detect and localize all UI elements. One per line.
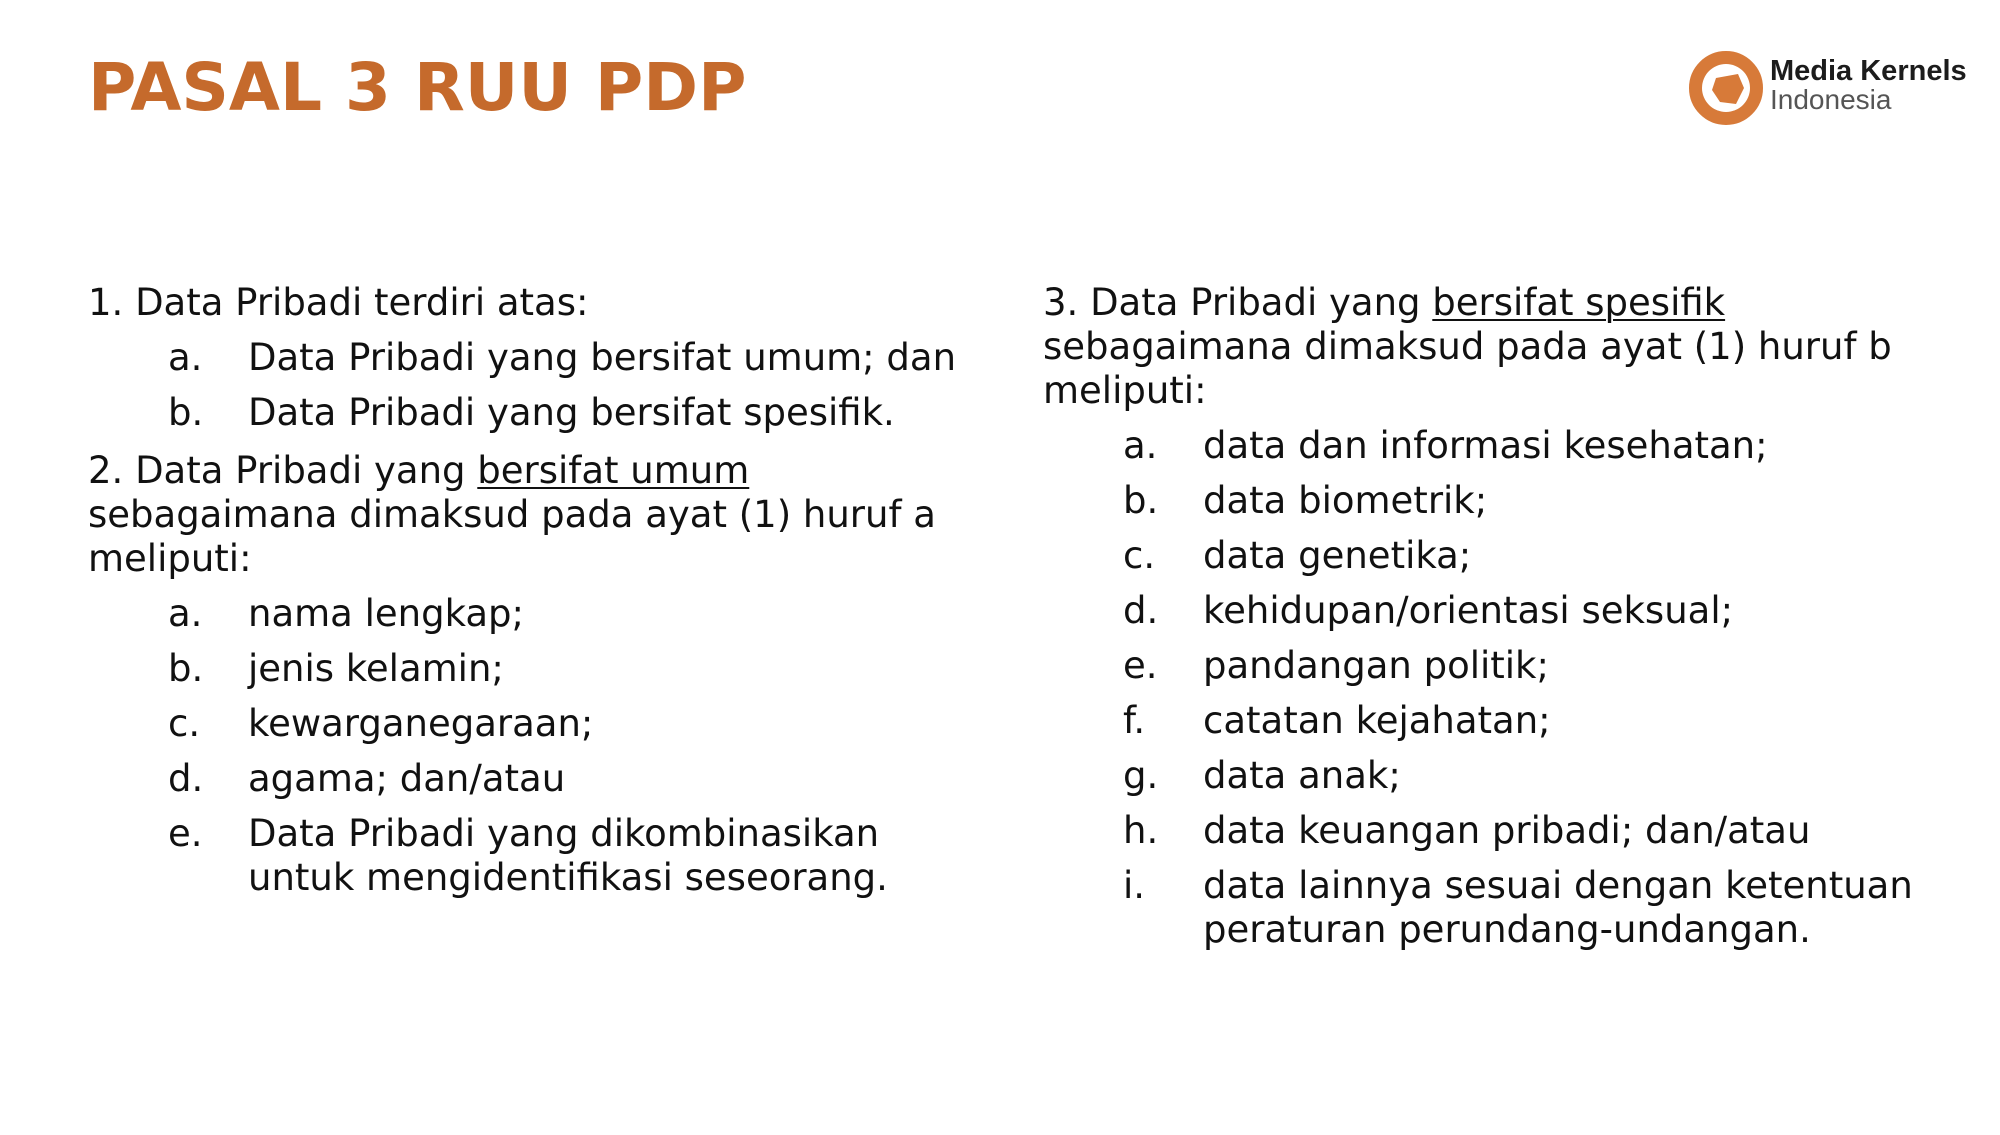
list-marker: a.: [168, 592, 203, 635]
list-marker: e.: [1123, 644, 1158, 687]
logo-subtitle: Indonesia: [1770, 84, 1892, 115]
list-text: Data Pribadi yang bersifat umum; dan: [248, 336, 957, 379]
list-marker: b.: [168, 391, 204, 434]
point-2-prefix: 2. Data Pribadi yang: [88, 449, 478, 492]
list-item: [88, 336, 968, 380]
list-text: catatan kejahatan;: [1203, 699, 1551, 742]
left-column: [88, 281, 968, 900]
list-marker: a.: [168, 336, 203, 379]
page-title: PASAL 3 RUU PDP: [88, 49, 747, 126]
list-item: [88, 757, 968, 801]
list-text: data biometrik;: [1203, 479, 1488, 522]
list-marker: i.: [1123, 864, 1146, 907]
point-3-list: [1043, 424, 1943, 952]
list-item: [1043, 754, 1943, 798]
list-marker: b.: [168, 647, 204, 690]
point-2-underlined: bersifat umum: [477, 449, 750, 492]
point-2-list: [88, 592, 968, 900]
brand-logo: [1686, 48, 1986, 128]
list-text: kewarganegaraan;: [248, 702, 594, 745]
point-1-lead: 1. Data Pribadi terdiri atas:: [88, 281, 589, 324]
list-marker: c.: [1123, 534, 1156, 577]
list-text: Data Pribadi yang dikombinasikan untuk mengidentifikasi seseorang.: [248, 812, 888, 899]
point-3-prefix: 3. Data Pribadi yang: [1043, 281, 1433, 324]
list-text: data keuangan pribadi; dan/atau: [1203, 809, 1811, 852]
list-marker: f.: [1123, 699, 1146, 742]
list-item: [1043, 809, 1943, 853]
list-item: [1043, 589, 1943, 633]
list-text: data lainnya sesuai dengan ketentuan peraturan perundang-undangan.: [1203, 864, 1913, 951]
list-text: data genetika;: [1203, 534, 1472, 577]
list-marker: d.: [1123, 589, 1159, 632]
list-item: [88, 702, 968, 746]
point-3-underlined: bersifat spesifik: [1432, 281, 1726, 324]
list-item: [1043, 699, 1943, 743]
list-marker: c.: [168, 702, 201, 745]
point-2-rest: sebagaimana dimaksud pada ayat (1) huruf a meliputi:: [88, 493, 936, 580]
list-marker: a.: [1123, 424, 1158, 467]
list-item: [88, 391, 968, 435]
list-item: [88, 647, 968, 691]
list-text: Data Pribadi yang bersifat spesifik.: [248, 391, 895, 434]
list-marker: e.: [168, 812, 203, 855]
list-text: pandangan politik;: [1203, 644, 1549, 687]
list-text: agama; dan/atau: [248, 757, 566, 800]
list-item: [88, 812, 968, 900]
list-marker: b.: [1123, 479, 1159, 522]
list-item: [1043, 479, 1943, 523]
point-3-lead: [1043, 281, 1943, 413]
list-marker: d.: [168, 757, 204, 800]
media-kernels-logo-icon: [1686, 48, 1766, 128]
list-item: [88, 592, 968, 636]
right-column: [1043, 281, 1943, 952]
list-text: data anak;: [1203, 754, 1401, 797]
list-text: kehidupan/orientasi seksual;: [1203, 589, 1734, 632]
list-text: nama lengkap;: [248, 592, 524, 635]
point-2-lead: [88, 449, 968, 581]
list-item: [1043, 424, 1943, 468]
point-3-rest: sebagaimana dimaksud pada ayat (1) huruf b meliputi:: [1043, 325, 1892, 412]
list-text: data dan informasi kesehatan;: [1203, 424, 1768, 467]
list-item: [1043, 864, 1943, 952]
list-marker: g.: [1123, 754, 1159, 797]
list-item: [1043, 534, 1943, 578]
list-text: jenis kelamin;: [248, 647, 504, 690]
list-marker: h.: [1123, 809, 1159, 852]
point-1-list: [88, 336, 968, 435]
logo-name: Media Kernels: [1770, 55, 1967, 87]
list-item: [1043, 644, 1943, 688]
